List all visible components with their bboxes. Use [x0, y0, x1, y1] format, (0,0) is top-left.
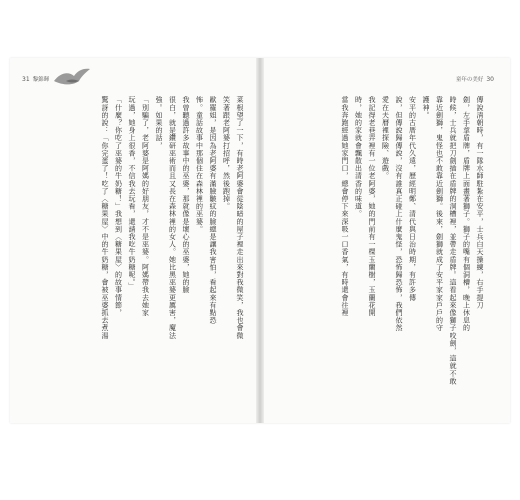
text-column: 笑著跟老阿婆打招呼，然後跑掉。 — [222, 96, 231, 210]
left-page — [10, 58, 258, 423]
left-page-header — [22, 75, 49, 83]
right-page-number: 30 — [486, 75, 494, 83]
text-column: 時，她的家就會飄散出清香的味道。 — [354, 96, 363, 218]
text-column: 驚訝的說：「你完蛋了！吃了〈糖果屋〉中的牛奶糖，會被巫婆抓去煮湯 — [101, 96, 109, 340]
right-page — [262, 58, 510, 423]
right-header-title: 童年の美好 — [455, 77, 484, 83]
left-header-title: 黎錦暉 — [32, 77, 50, 83]
text-column: 歐羅姐，是因為老阿婆有滿臉皺紋的臉總是讓我害怕，看起來有點恐 — [209, 96, 217, 324]
text-column: 我記得老巷弄裡有一位老阿婆，她的門前有一棵玉蘭樹，玉蘭花開 — [368, 96, 376, 317]
text-column: 劍，左手拿盾牌，盾牌上面畫著獅子。獅子的嘴有個洞槽，晚上休息的 — [462, 96, 471, 332]
text-column: 護神。 — [422, 96, 430, 119]
text-column: 時候，士兵就把刀劍插在盾牌的洞槽裡，並帶走盾牌。這看起來像獅子咬劍，這就不敢 — [449, 96, 457, 385]
text-column: 很白，就是鑽研巫術而且又長在森林裡的女人。她比黑巫婆更厲害，魔法 — [168, 96, 177, 340]
book-spread — [10, 58, 510, 423]
left-page-number: 31 — [22, 75, 30, 83]
text-column: 靠近劍獅，鬼怪也不敢靠近劍獅。後來，劍獅就成了安平家家戶戶的守 — [435, 96, 444, 332]
right-page-header — [456, 75, 494, 83]
text-column: 愛在夫曆裡探險、遊戲。 — [381, 96, 390, 180]
text-column: 「什麼？你吃了巫婆的牛奶糖！」我想到〈糖果屋〉的故事情節， — [114, 96, 123, 317]
text-column: 我曾聽過許多故事中的巫婆，那就像是壞心的巫婆，她的臉 — [182, 96, 190, 294]
text-column: 菜根望了一下，有時老阿婆會從陰暗的屋子裡走出來對我微笑，我也會微 — [236, 96, 244, 340]
text-column: 當我奔跑經過她家門口，總會停下來深吸一口香氣，有時還會往裡 — [341, 96, 349, 317]
text-column: 玩過，她身上很香，不信我去玩看，還請我吃牛奶糖呢。」 — [128, 96, 136, 291]
text-column: 傳說清朝時，有一隊水師駐紮在安平，士兵白天操練，右手提刀 — [476, 96, 484, 309]
left-page-text — [98, 96, 247, 396]
text-column: 說，但傳說歸傳說，沒有誰真正碰上什麼鬼怪，恐怖歸恐怖，我們依然 — [395, 96, 403, 332]
bird-illustration-icon — [52, 67, 92, 89]
text-column: 「別騙了，老阿婆是阿媽的好朋友，才不是巫婆。阿媽帶我去她家 — [141, 96, 150, 317]
right-page-text — [338, 96, 487, 396]
text-column: 安平的古厝年代久遠，歷經明鄭、清代與日治時期，有許多傳 — [408, 96, 417, 302]
text-column: 怖。童話故事中那個住在森林裡的巫婆。 — [195, 96, 204, 233]
text-column: 強。如果的話， — [155, 96, 163, 150]
